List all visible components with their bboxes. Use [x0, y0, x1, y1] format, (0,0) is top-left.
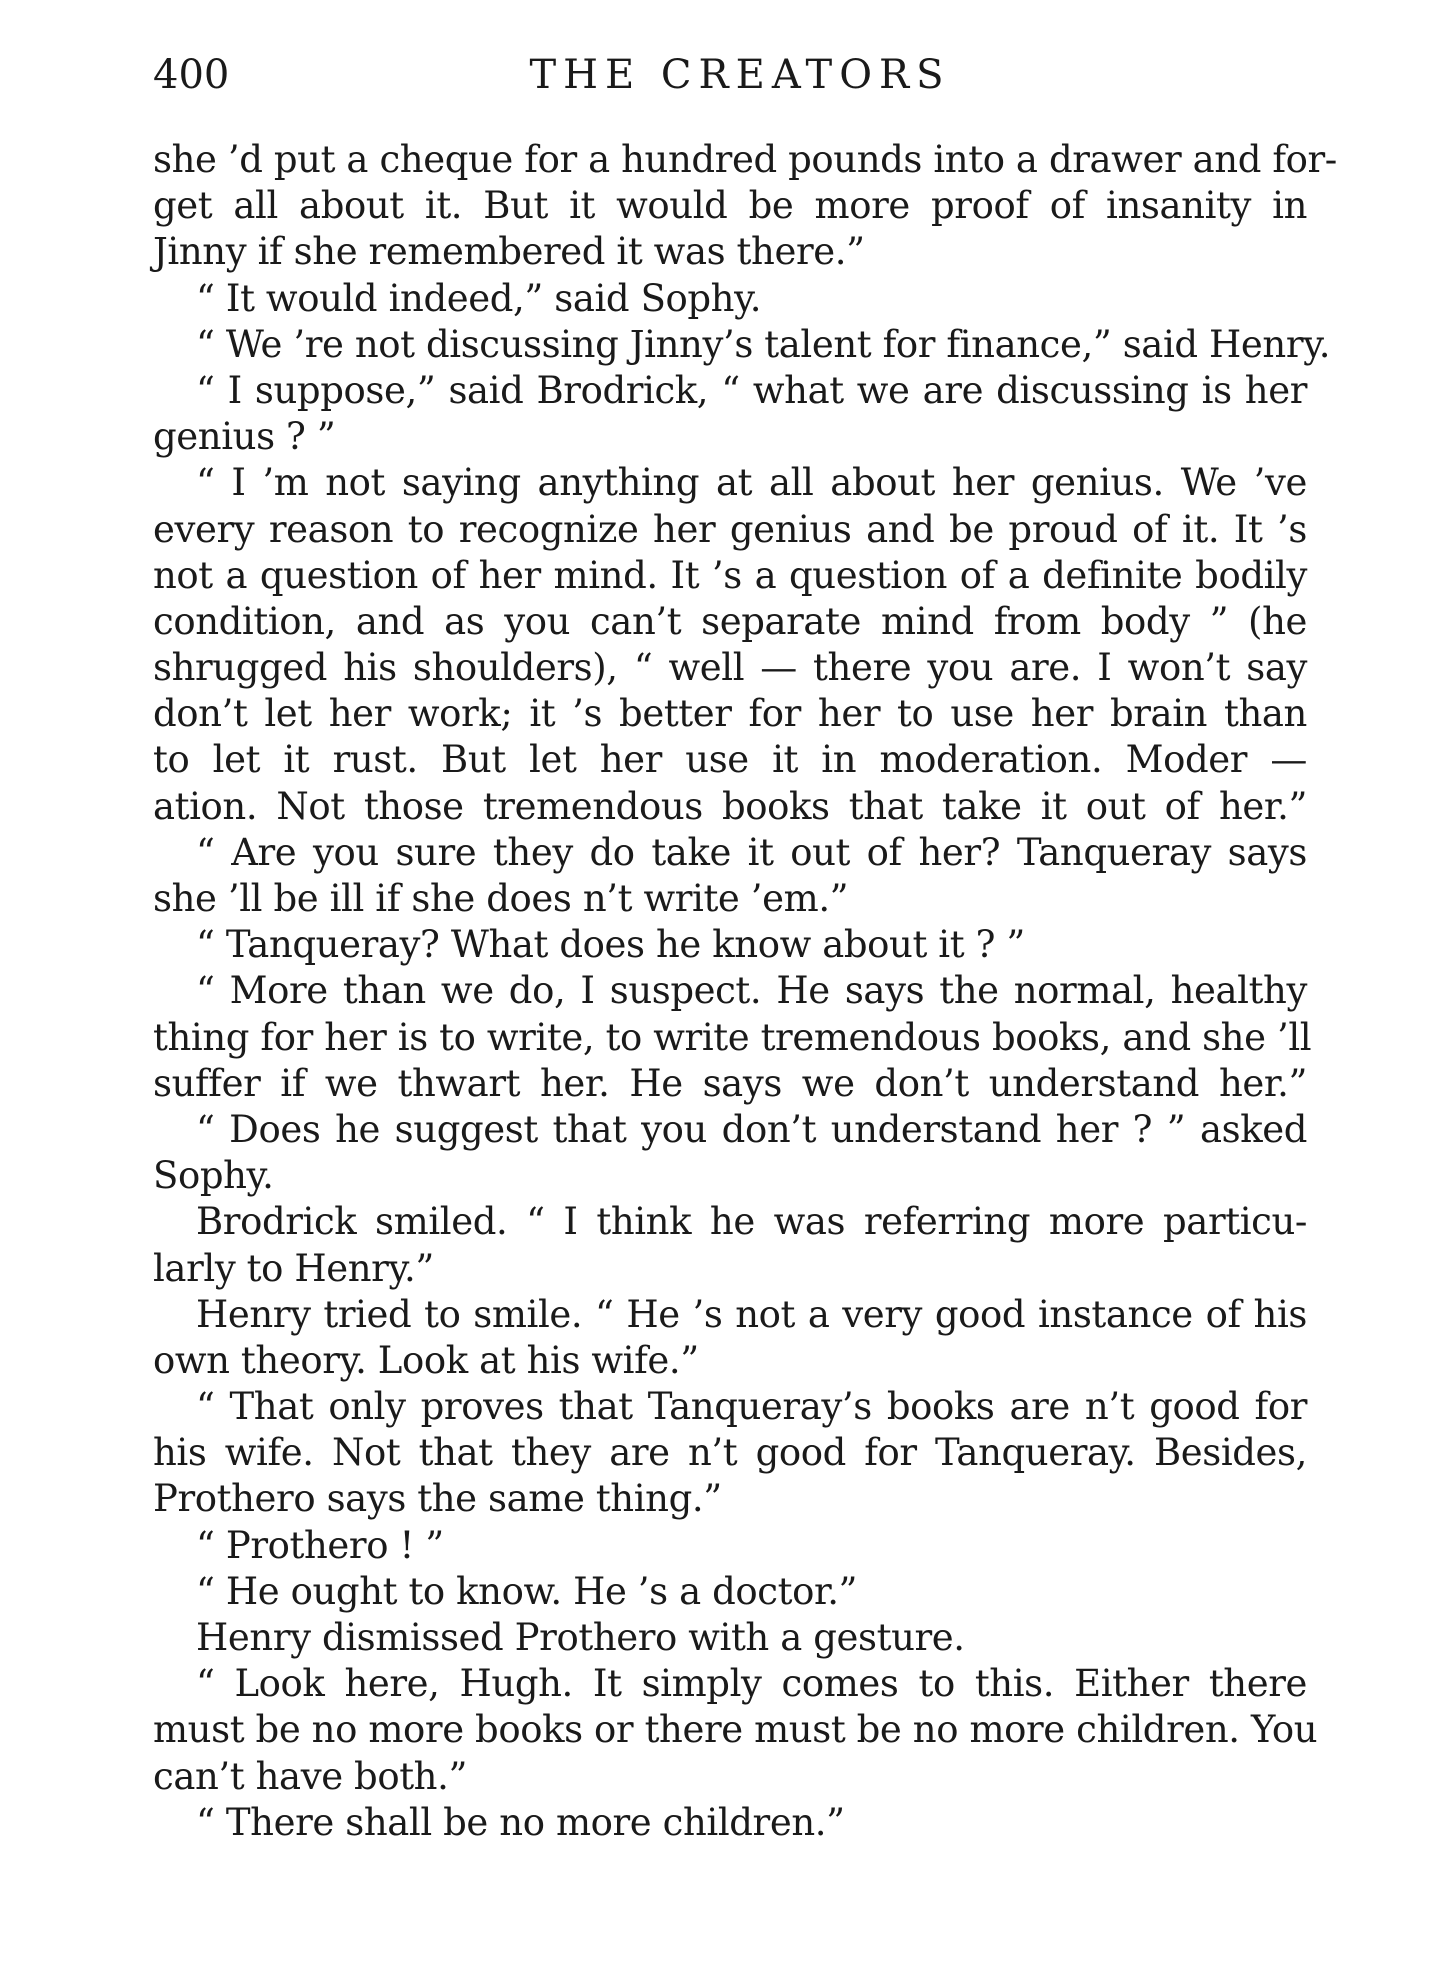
text-line: ation. Not those tremendous books that take it out of her.”: [153, 784, 1307, 828]
text-line: shrugged his shoulders), “ well — there you are. I won’t say: [153, 646, 1307, 690]
text-line: every reason to recognize her genius and be proud of it. It ’s: [153, 507, 1307, 551]
text-line: she ’d put a cheque for a hundred pounds into a drawer and for-: [153, 138, 1337, 181]
text-line: Henry dismissed Prothero with a gesture.: [196, 1616, 965, 1659]
text-line: Sophy.: [153, 1154, 274, 1198]
book-title: THE CREATORS: [529, 52, 951, 98]
text-line: Brodrick smiled. “ I think he was referring more particu-: [196, 1200, 1307, 1244]
text-line: don’t let her work; it ’s better for her to use her brain than: [153, 692, 1307, 736]
text-line: “ Are you sure they do take it out of her? Tanqueray says: [196, 830, 1307, 874]
text-line: genius ? ”: [153, 415, 336, 459]
text-line: “ He ought to know. He ’s a doctor.”: [196, 1569, 858, 1613]
page-number: 400: [153, 52, 230, 98]
text-line: “ I suppose,” said Brodrick, “ what we are discussing is her: [196, 368, 1307, 412]
text-line: Jinny if she remembered it was there.”: [153, 230, 865, 274]
text-line: she ’ll be ill if she does n’t write ’em.”: [153, 877, 849, 920]
text-line: to let it rust. But let her use it in moderation. Moder —: [153, 738, 1307, 782]
text-line: “ Look here, Hugh. It simply comes to this. Either there: [196, 1662, 1307, 1706]
text-line: “ More than we do, I suspect. He says the normal, healthy: [196, 969, 1307, 1013]
text-line: Prothero says the same thing.”: [153, 1477, 722, 1521]
body-text: [153, 137, 1337, 1846]
text-line: “ Tanqueray? What does he know about it ? ”: [196, 923, 1025, 967]
text-line: “ That only proves that Tanqueray’s books are n’t good for: [196, 1385, 1307, 1429]
text-line: own theory. Look at his wife.”: [153, 1338, 699, 1382]
text-line: must be no more books or there must be no more children. You: [153, 1708, 1318, 1752]
text-line: “ I ’m not saying anything at all about her genius. We ’ve: [196, 461, 1307, 505]
text-line: get all about it. But it would be more proof of insanity in: [153, 184, 1307, 228]
text-line: “ It would indeed,” said Sophy.: [196, 276, 762, 320]
text-line: his wife. Not that they are n’t good for Tanqueray. Besides,: [153, 1431, 1307, 1475]
text-line: can’t have both.”: [153, 1754, 467, 1798]
text-line: suffer if we thwart her. He says we don’t understand her.”: [153, 1061, 1307, 1105]
text-line: not a question of her mind. It ’s a question of a definite bodily: [153, 553, 1307, 597]
text-line: condition, and as you can’t separate mind from body ” (he: [153, 599, 1307, 643]
text-line: Henry tried to smile. “ He ’s not a very good instance of his: [196, 1292, 1307, 1336]
text-line: “ There shall be no more children.”: [196, 1800, 845, 1844]
text-line: “ Prothero ! ”: [196, 1523, 444, 1567]
text-line: larly to Henry.”: [153, 1246, 434, 1290]
running-head: [153, 50, 1307, 100]
text-line: “ Does he suggest that you don’t understand her ? ” asked: [196, 1107, 1307, 1151]
text-line: thing for her is to write, to write tremendous books, and she ’ll: [153, 1015, 1312, 1059]
text-line: “ We ’re not discussing Jinny’s talent for finance,” said Henry.: [196, 322, 1331, 366]
